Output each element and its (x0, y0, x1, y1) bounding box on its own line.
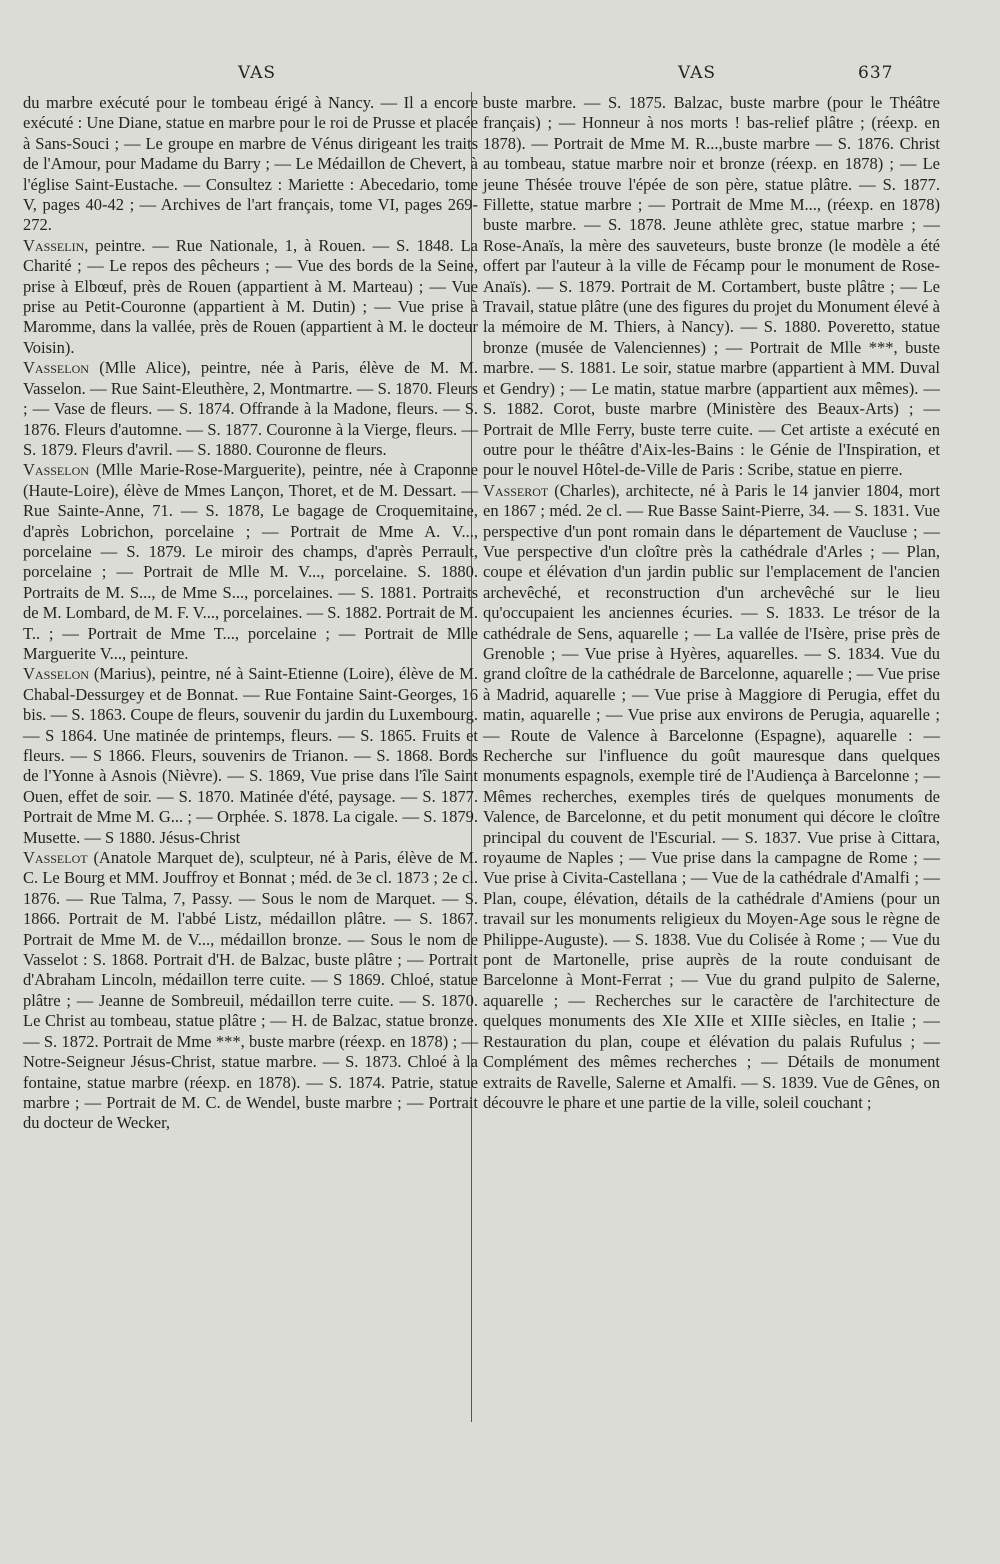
entry-name: Vasserot (483, 480, 549, 500)
entry-text: (Anatole Marquet de), sculpteur, né à Paris, élève de M. C. Le Bourg et MM. Jouffroy et Bonnat ; méd. de 3e cl. 1873 ; 2e cl. 1876. — Rue Talma, 7, Passy. — Sous le nom de Marquet. — S. 1866. Portrait de M. l'abbé Listz, médaillon plâtre. — S. 1867. Portrait de Mme M. de V..., médaillon bronze. — Sous le nom de Vasselot : S. 1868. Portrait d'H. de Balzac, buste plâtre ; — Portrait d'Abraham Lincoln, médaillon terre cuite. — S 1869. Chloé, statue plâtre ; — Jeanne de Sombreuil, médaillon terre cuite. — S. 1870. Le Christ au tombeau, statue plâtre ; — H. de Balzac, statue bronze. — S. 1872. Portrait de Mme ***, buste marbre (réexp. en 1878) ; — Notre-Seigneur Jésus-Christ, statue marbre. — S. 1873. Chloé à la fontaine, statue marbre (réexp. en 1878). — S. 1874. Patrie, statue marbre ; — Portrait de M. C. de Wendel, buste marbre ; — Portrait du docteur de Wecker, (23, 848, 478, 1133)
entry-continuation (483, 93, 940, 481)
entry-text: (Marius), peintre, né à Saint-Etienne (Loire), élève de M. Chabal-Dessurgey et de Bonnat. — Rue Fontaine Saint-Georges, 16 bis. — S. 1863. Coupe de fleurs, souvenir du jardin du Luxembourg. — S 1864. Une matinée de printemps, fleurs. — S. 1865. Fruits et fleurs. — S 1866. Fleurs, souvenirs de Trianon. — S. 1868. Bords de l'Yonne à Asnois (Nièvre). — S. 1869, Vue prise dans l'île Saint Ouen, effet de soir. — S. 1870. Matinée d'été, paysage. — S. 1877. Portrait de Mme M. G... ; — Orphée. S. 1878. La cigale. — S. 1879. Musette. — S 1880. Jésus-Christ (23, 664, 478, 847)
entry-vasselon-marius (23, 664, 478, 848)
running-head-left: VAS (238, 63, 277, 83)
entry-vasselon-alice (23, 358, 478, 460)
entry-name: Vasselon (23, 358, 89, 378)
running-head-center: VAS (678, 63, 717, 83)
entry-vasselon-marie (23, 460, 478, 664)
entry-name: Vasselot (23, 848, 88, 868)
entry-text: , peintre. — Rue Nationale, 1, à Rouen. — S. 1848. La Charité ; — Le repos des pêcheurs ; — Vue des bords de la Seine, prise à Elbœuf, près de Rouen (appartient à M. Marteau) ; — Vue prise au Petit-Couronne (appartient à M. Dutin) ; — Vue prise à Maromme, dans la vallée, près de Rouen (appartient à M. le docteur Voisin). (23, 235, 478, 357)
left-column (23, 93, 478, 1134)
entry-text: du marbre exécuté pour le tombeau érigé à Nancy. — Il a encore exécuté : Une Diane, statue en marbre pour le roi de Prusse et placée à Sans-Souci ; — Le groupe en marbre de Vénus dirigeant les traits de l'Amour, pour Madame du Barry ; — Le Médaillon de Chevert, à l'église Saint-Eustache. — Consultez : Mariette : Abecedario, tome V, pages 40-42 ; — Archives de l'art français, tome VI, pages 269-272. (23, 93, 478, 235)
page-number: 637 (858, 63, 894, 83)
entry-text: buste marbre. — S. 1875. Balzac, buste marbre (pour le Théâtre français) ; — Honneur à nos morts ! bas-relief plâtre ; (réexp. en 1878). — Portrait de Mme M. R...,buste marbre — S. 1876. Christ au tombeau, statue marbre noir et bronze (réexp. en 1878) ; — Le jeune Thésée trouve l'épée de son père, statue plâtre. — S. 1877. Fillette, statue marbre ; — Portrait de Mme M..., (réexp. en 1878) buste marbre. — S. 1878. Jeune athlète grec, statue marbre ; — Rose-Anaïs, la mère des sauveteurs, buste bronze (le modèle a été offert par l'auteur à la ville de Fécamp pour le monument de Rose-Anaïs). — S. 1879. Portrait de M. Cortambert, buste plâtre ; — Le Travail, statue plâtre (une des figures du projet du Monument élevé à la mémoire de M. Thiers, à Nancy). — S. 1880. Poveretto, statue bronze (musée de Valenciennes) ; — Portrait de Mlle ***, buste marbre. — S. 1881. Le soir, statue marbre (appartient à MM. Duval et Gendry) ; — Le matin, statue marbre (appartient aux mêmes). — S. 1882. Corot, buste marbre (Ministère des Beaux-Arts) ; — Portrait de Mlle Ferry, buste terre cuite. — Cet artiste a exécuté en outre pour le théâtre d'Aix-les-Bains : le Génie de l'Inspiration, et pour le nouvel Hôtel-de-Ville de Paris : Scribe, statue en pierre. (483, 93, 940, 480)
entry-vasselin (23, 236, 478, 358)
entry-vasserot (483, 481, 940, 1114)
entry-name: Vasselin (23, 235, 85, 255)
entry-name: Vasselon (23, 460, 89, 480)
entry-text: (Charles), architecte, né à Paris le 14 janvier 1804, mort en 1867 ; méd. 2e cl. — Rue Basse Saint-Pierre, 34. — S. 1831. Vue perspective d'un pont romain dans le département de Vaucluse ; — Vue perspective d'un cloître près la cathédrale d'Arles ; — Plan, coupe et élévation d'un jardin public sur l'emplacement de l'ancien archevêché, et reconstruction d'un archevêché sur le lieu qu'occupaient les anciennes écuries. — S. 1833. Le trésor de la cathédrale de Sens, aquarelle ; — La vallée de l'Isère, prise près de Grenoble ; — Vue prise à Hyères, aquarelles. — S. 1834. Vue du grand cloître de la cathédrale de Barcelonne, aquarelle ; — Vue prise à Madrid, aquarelle ; — Vue prise à Maggiore di Perugia, effet du matin, aquarelle ; — Vue prise aux environs de Perugia, aquarelle ; — Route de Valence à Barcelonne (Espagne), aquarelle : — Recherche sur l'influence du goût mauresque dans quelques monuments espagnols, exemple tiré de l'Audiença à Barcelonne ; — Mêmes recherches, exemples tirés de quelques monuments de Valence, de Barcelonne, et du petit monument qui décore le cloître principal du couvent de l'Escurial. — S. 1837. Vue prise à Cittara, royaume de Naples ; — Vue prise dans la campagne de Rome ; — Vue prise à Civita-Castellana ; — Vue de la cathédrale d'Amalfi ; — Plan, coupe, élévation, détails de la cathédrale d'Amiens (pour un travail sur les monuments religieux du Moyen-Age sous le règne de Philippe-Auguste). — S. 1838. Vue du Colisée à Rome ; — Vue du pont de Martonelle, prise auprès de la route conduisant de Barcelonne à Mont-Ferrat ; — Vue du grand pulpito de Salerne, aquarelle ; — Recherches sur le caractère de l'architecture de quelques monuments des XIe XIIe et XIIIe siècles, en Italie ; — Restauration du plan, coupe et élévation du palais Rufulus ; — Complément des mêmes recherches ; — Détails de monument extraits de Ravelle, Salerne et Amalfi. — S. 1839. Vue de Gênes, on découvre le phare et une partie de la ville, soleil couchant ; (483, 480, 940, 1112)
entry-text: (Mlle Alice), peintre, née à Paris, élève de M. M. Vasselon. — Rue Saint-Eleuthère, 2, Montmartre. — S. 1870. Fleurs ; — Vase de fleurs. — S. 1874. Offrande à la Madone, fleurs. — S. 1876. Fleurs d'automne. — S. 1877. Couronne à la Vierge, fleurs. — S. 1879. Fleurs d'avril. — S. 1880. Couronne de fleurs. (23, 358, 478, 459)
entry-text: (Mlle Marie-Rose-Marguerite), peintre, née à Craponne (Haute-Loire), élève de Mmes Lançon, Thoret, et de M. Dessart. — Rue Sainte-Anne, 71. — S. 1878, Le bagage de Croquemitaine, d'après Lobrichon, porcelaine ; — Portrait de Mme A. V..., porcelaine — S. 1879. Le miroir des champs, d'après Perrault, porcelaine ; — Portrait de Mlle M. V..., porcelaine. S. 1880. Portraits de M. S..., de Mme S..., porcelaines. — S. 1881. Portraits de M. Lombard, de M. F. V..., porcelaines. — S. 1882. Portrait de M. T.. ; — Portrait de Mme T..., porcelaine ; — Portrait de Mlle Marguerite V..., peinture. (23, 460, 478, 663)
entry-name: Vasselon (23, 664, 89, 684)
right-column (483, 93, 940, 1113)
entry-continuation (23, 93, 478, 236)
entry-vasselot (23, 848, 478, 1134)
